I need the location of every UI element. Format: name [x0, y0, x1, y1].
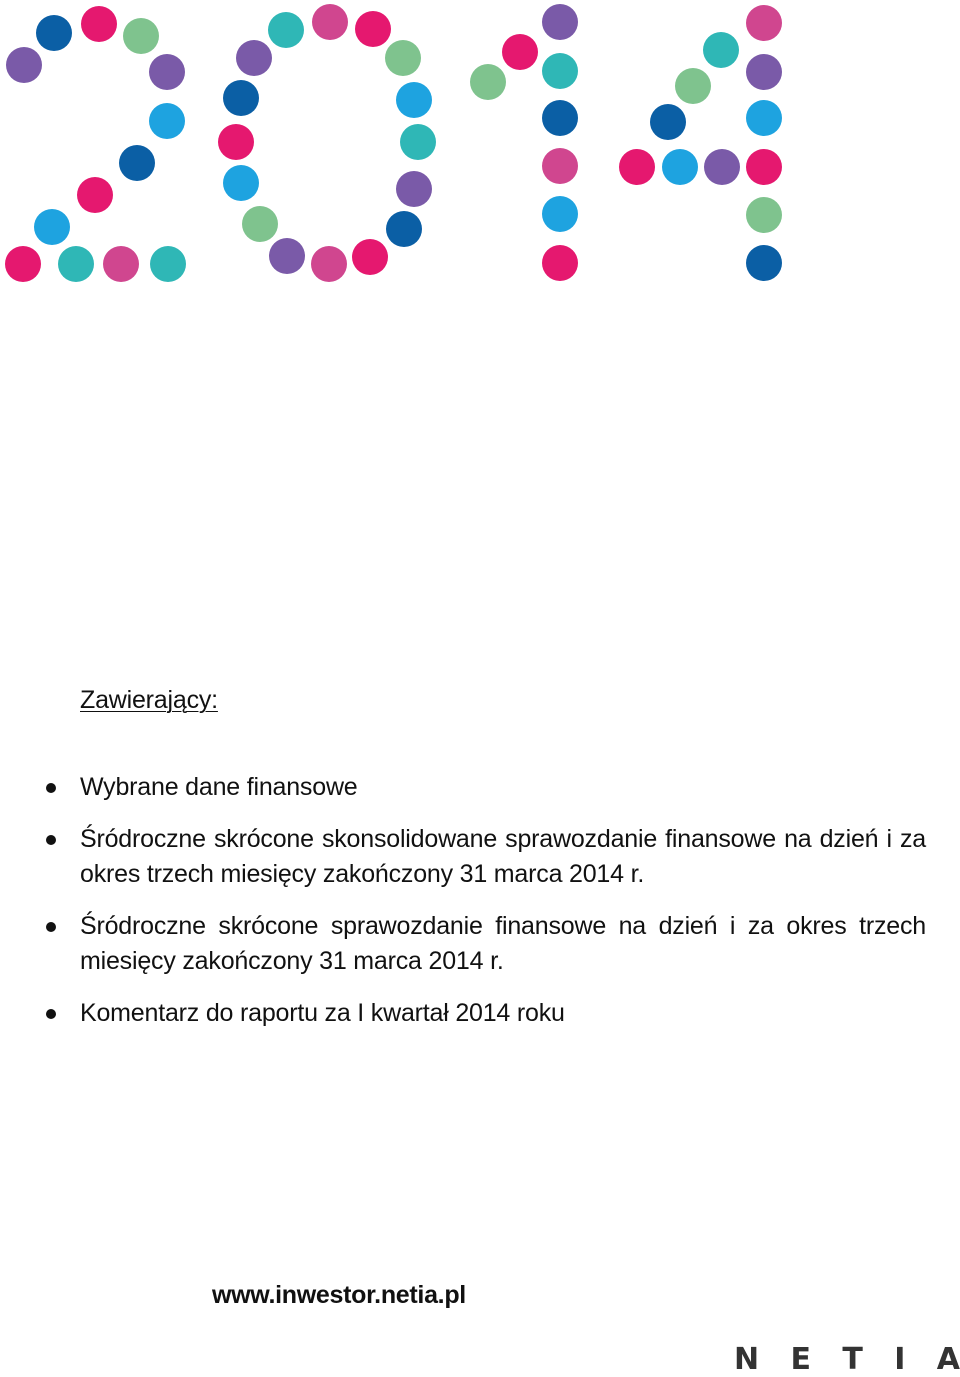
graphic-dot [236, 40, 272, 76]
graphic-dot [470, 64, 506, 100]
graphic-dot [396, 171, 432, 207]
graphic-dot [312, 4, 348, 40]
graphic-dot [218, 124, 254, 160]
bullet-icon [46, 835, 56, 845]
graphic-dot [352, 239, 388, 275]
logo-letter: E [790, 1342, 811, 1377]
logo-letter: A [936, 1342, 960, 1377]
graphic-dot [36, 15, 72, 51]
graphic-dot [242, 206, 278, 242]
list-item [80, 909, 926, 979]
bullet-icon [46, 922, 56, 932]
list-item-text: Śródroczne skrócone skonsolidowane sprawozdanie finansowe na dzień i za okres trzech miesięcy zakończony 31 marca 2014 r. [80, 825, 926, 888]
graphic-dot [746, 197, 782, 233]
graphic-dot [746, 245, 782, 281]
graphic-dot [400, 124, 436, 160]
graphic-dot [269, 238, 305, 274]
contents-list [80, 770, 926, 1031]
graphic-dot [268, 12, 304, 48]
graphic-dot [746, 54, 782, 90]
graphic-dot [119, 145, 155, 181]
graphic-dot [386, 211, 422, 247]
graphic-dot [223, 165, 259, 201]
graphic-dot [81, 6, 117, 42]
logo-letter: T [842, 1342, 863, 1377]
graphic-dot [149, 54, 185, 90]
graphic-dot [650, 104, 686, 140]
graphic-dot [542, 100, 578, 136]
netia-logo [734, 1343, 960, 1377]
list-item [80, 770, 926, 805]
bullet-icon [46, 783, 56, 793]
contents-heading: Zawierający: [80, 686, 218, 714]
graphic-dot [619, 149, 655, 185]
graphic-dot [675, 68, 711, 104]
list-item [80, 822, 926, 892]
graphic-dot [34, 209, 70, 245]
dotted-2014-graphic [0, 0, 800, 290]
logo-letter: I [894, 1342, 906, 1377]
graphic-dot [6, 47, 42, 83]
graphic-dot [223, 80, 259, 116]
list-item-text: Wybrane dane finansowe [80, 773, 358, 801]
graphic-dot [542, 4, 578, 40]
graphic-dot [746, 149, 782, 185]
graphic-dot [355, 11, 391, 47]
list-item [80, 996, 926, 1031]
graphic-dot [502, 34, 538, 70]
website-link[interactable]: www.inwestor.netia.pl [212, 1281, 466, 1309]
graphic-dot [662, 149, 698, 185]
graphic-dot [58, 246, 94, 282]
list-item-text: Komentarz do raportu za I kwartał 2014 roku [80, 999, 565, 1027]
graphic-dot [396, 82, 432, 118]
graphic-dot [311, 246, 347, 282]
graphic-dot [150, 246, 186, 282]
graphic-dot [123, 18, 159, 54]
graphic-dot [149, 103, 185, 139]
graphic-dot [77, 177, 113, 213]
graphic-dot [746, 5, 782, 41]
graphic-dot [704, 149, 740, 185]
bullet-icon [46, 1009, 56, 1019]
graphic-dot [542, 245, 578, 281]
graphic-dot [542, 148, 578, 184]
logo-letter: N [734, 1342, 760, 1377]
graphic-dot [103, 246, 139, 282]
graphic-dot [385, 40, 421, 76]
graphic-dot [746, 100, 782, 136]
list-item-text: Śródroczne skrócone sprawozdanie finansowe na dzień i za okres trzech miesięcy zakończony 31 marca 2014 r. [80, 912, 926, 975]
graphic-dot [542, 196, 578, 232]
graphic-dot [5, 246, 41, 282]
graphic-dot [542, 53, 578, 89]
graphic-dot [703, 32, 739, 68]
